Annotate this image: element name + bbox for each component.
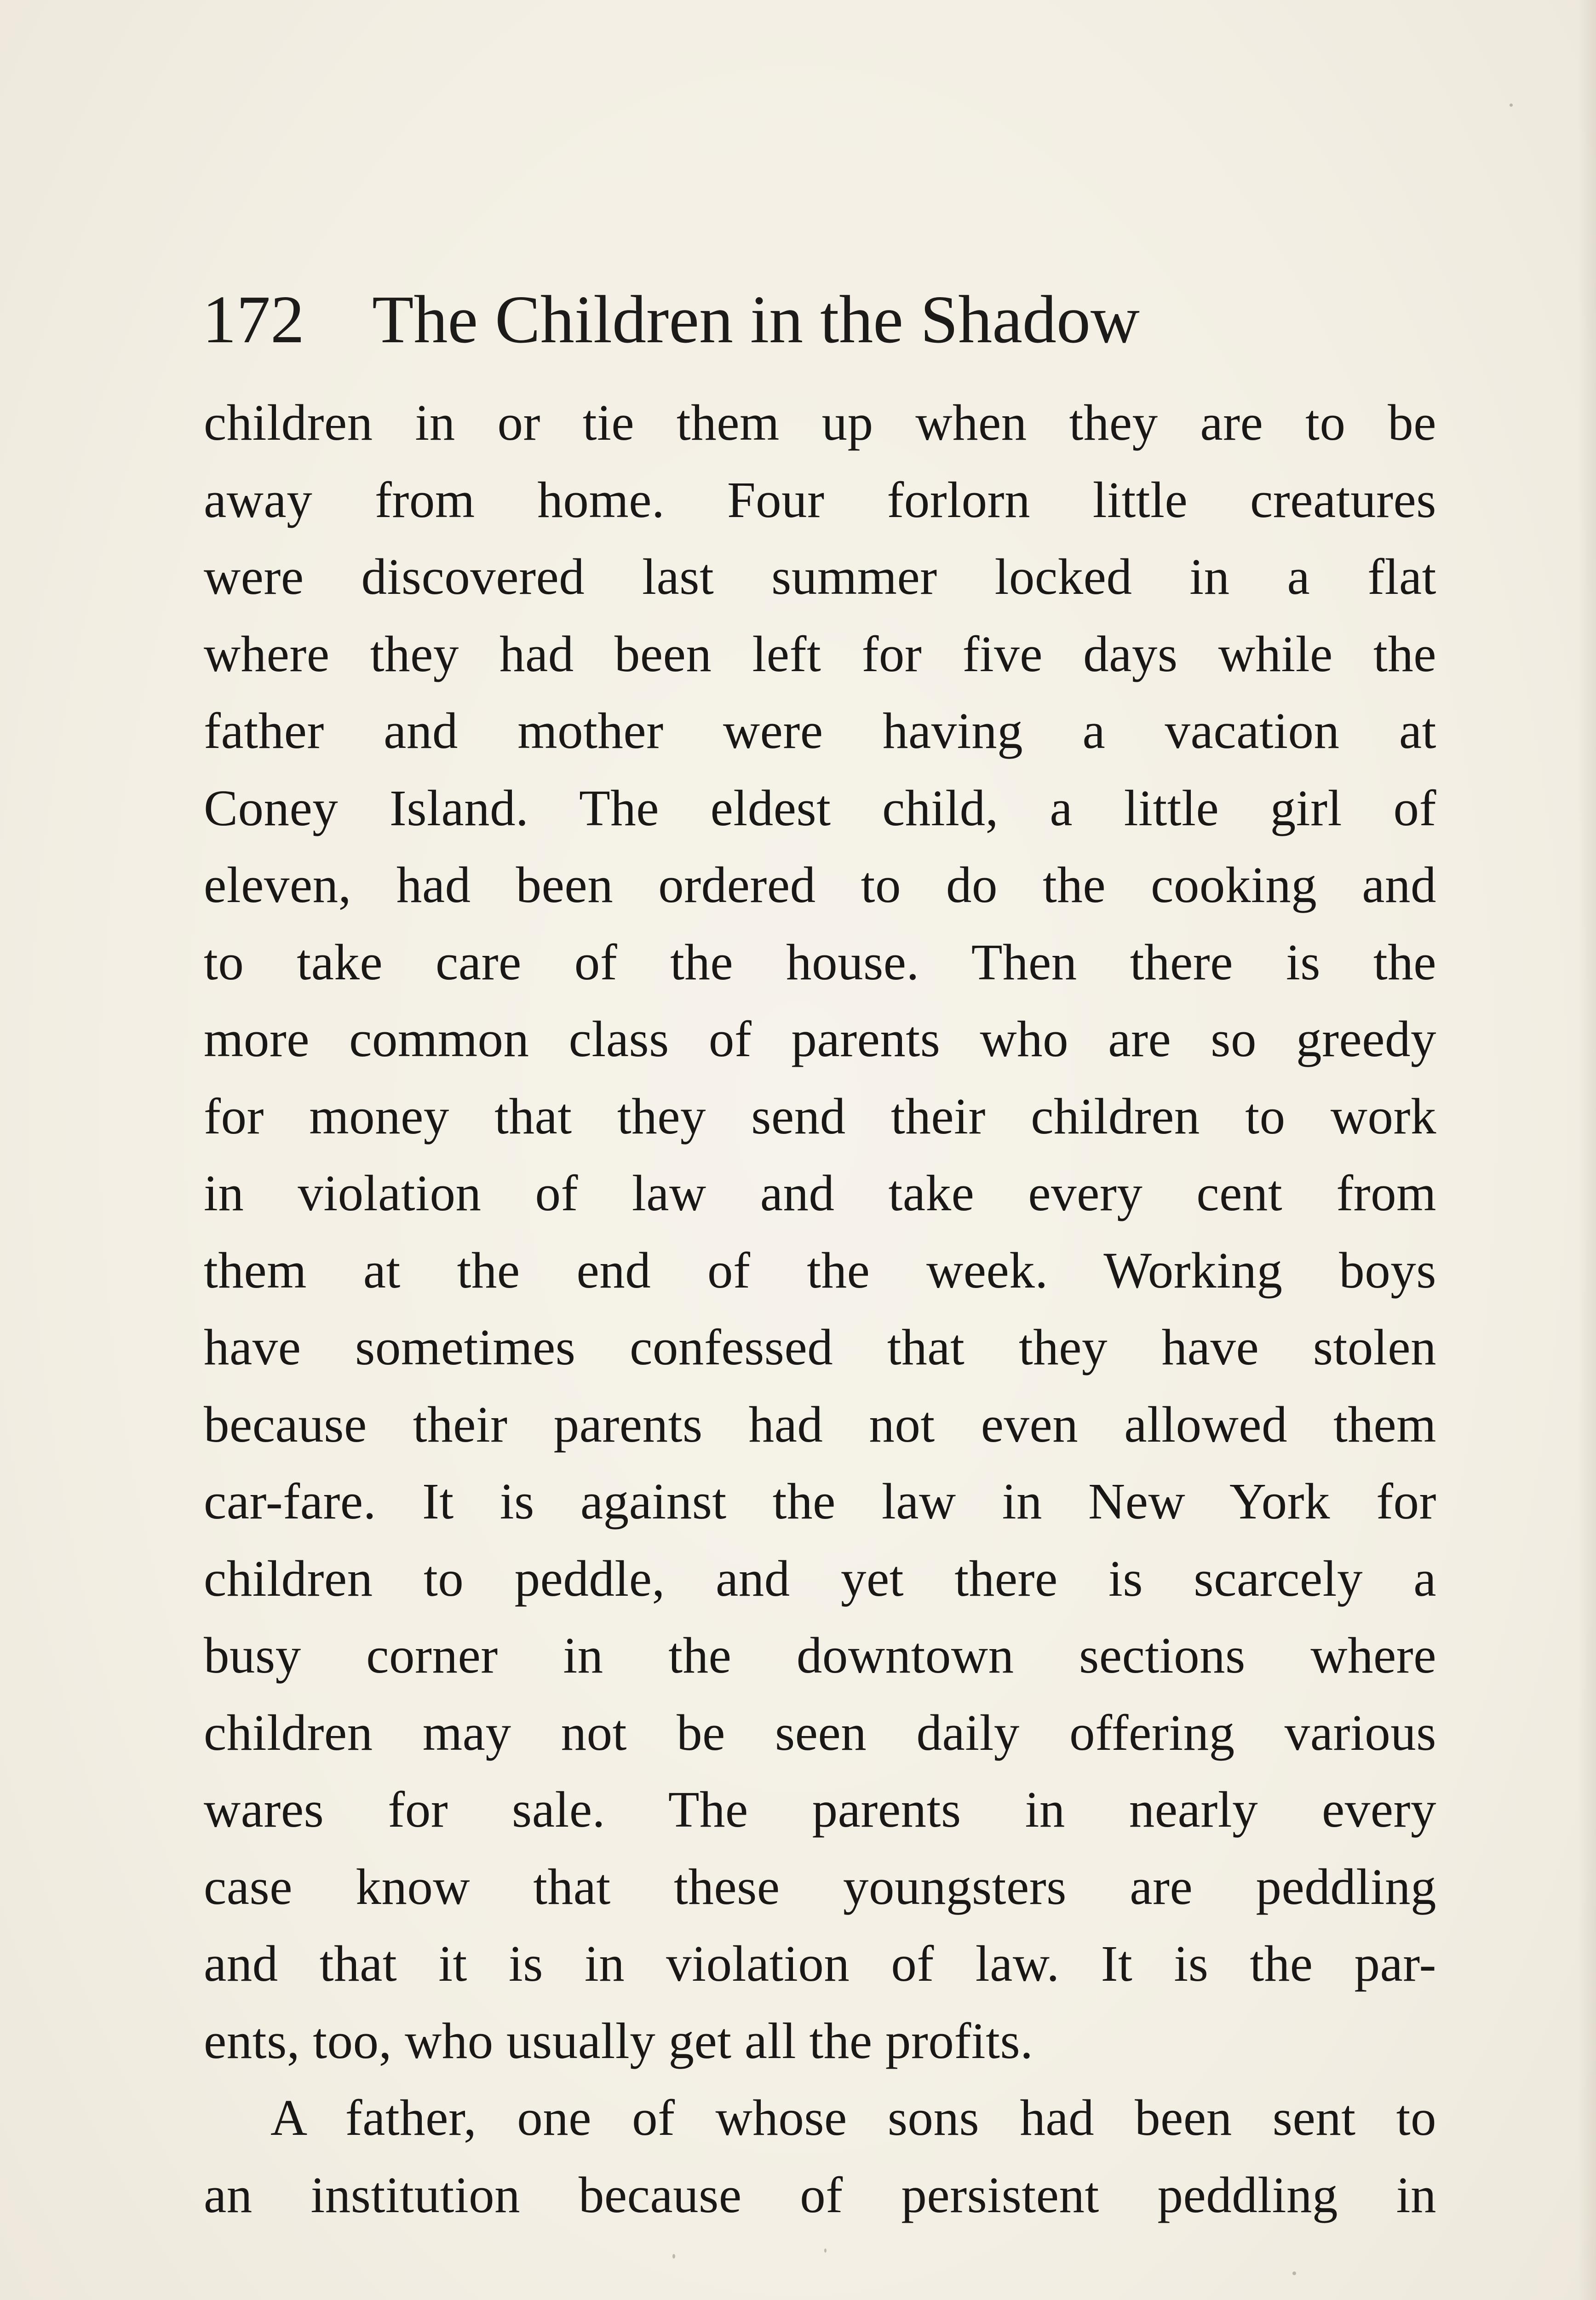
- page-edge-shadow: [1578, 0, 1596, 2300]
- text-line: because their parents had not even allowed them: [204, 1396, 1436, 1453]
- text-line: for money that they send their children to work: [204, 1088, 1436, 1145]
- paragraph-2: [204, 2080, 1436, 2234]
- running-header: [202, 274, 1444, 366]
- text-line: children in or tie them up when they are to be: [204, 395, 1436, 451]
- text-line: busy corner in the downtown sections where: [204, 1627, 1436, 1684]
- text-line: more common class of parents who are so greedy: [204, 1011, 1436, 1068]
- text-line: children to peddle, and yet there is scarcely a: [204, 1550, 1436, 1607]
- text-line: father and mother were having a vacation at: [204, 703, 1436, 759]
- paper-speck: [1292, 2271, 1296, 2275]
- text-line: case know that these youngsters are peddling: [204, 1858, 1436, 1915]
- text-line: ents, too, who usually get all the profits.: [204, 2012, 1033, 2070]
- text-line: car-fare. It is against the law in New York for: [204, 1473, 1436, 1530]
- running-title: The Children in the Shadow: [372, 282, 1140, 357]
- text-line: an institution because of persistent peddling in: [204, 2167, 1436, 2224]
- text-line: eleven, had been ordered to do the cooking and: [204, 857, 1436, 914]
- paragraph-1: [204, 385, 1436, 2080]
- text-line: Coney Island. The eldest child, a little girl of: [204, 780, 1436, 837]
- paper-speck: [672, 2254, 675, 2259]
- text-line: wares for sale. The parents in nearly every: [204, 1782, 1436, 1838]
- body-text: [204, 385, 1436, 2234]
- text-line: and that it is in violation of law. It is the par-: [204, 1936, 1436, 1992]
- text-line: them at the end of the week. Working boys: [204, 1242, 1436, 1299]
- text-line: in violation of law and take every cent from: [204, 1165, 1436, 1222]
- text-line: A father, one of whose sons had been sent to: [270, 2090, 1436, 2146]
- text-line: away from home. Four forlorn little creatures: [204, 472, 1436, 529]
- text-line: to take care of the house. Then there is the: [204, 934, 1436, 991]
- paper-speck: [824, 2248, 827, 2253]
- text-line: have sometimes confessed that they have stolen: [204, 1319, 1436, 1376]
- text-line: where they had been left for five days while the: [204, 626, 1436, 683]
- page-number: 172: [202, 282, 304, 357]
- paper-speck: [1510, 104, 1513, 107]
- text-line: children may not be seen daily offering various: [204, 1704, 1436, 1761]
- text-line: were discovered last summer locked in a flat: [204, 549, 1436, 605]
